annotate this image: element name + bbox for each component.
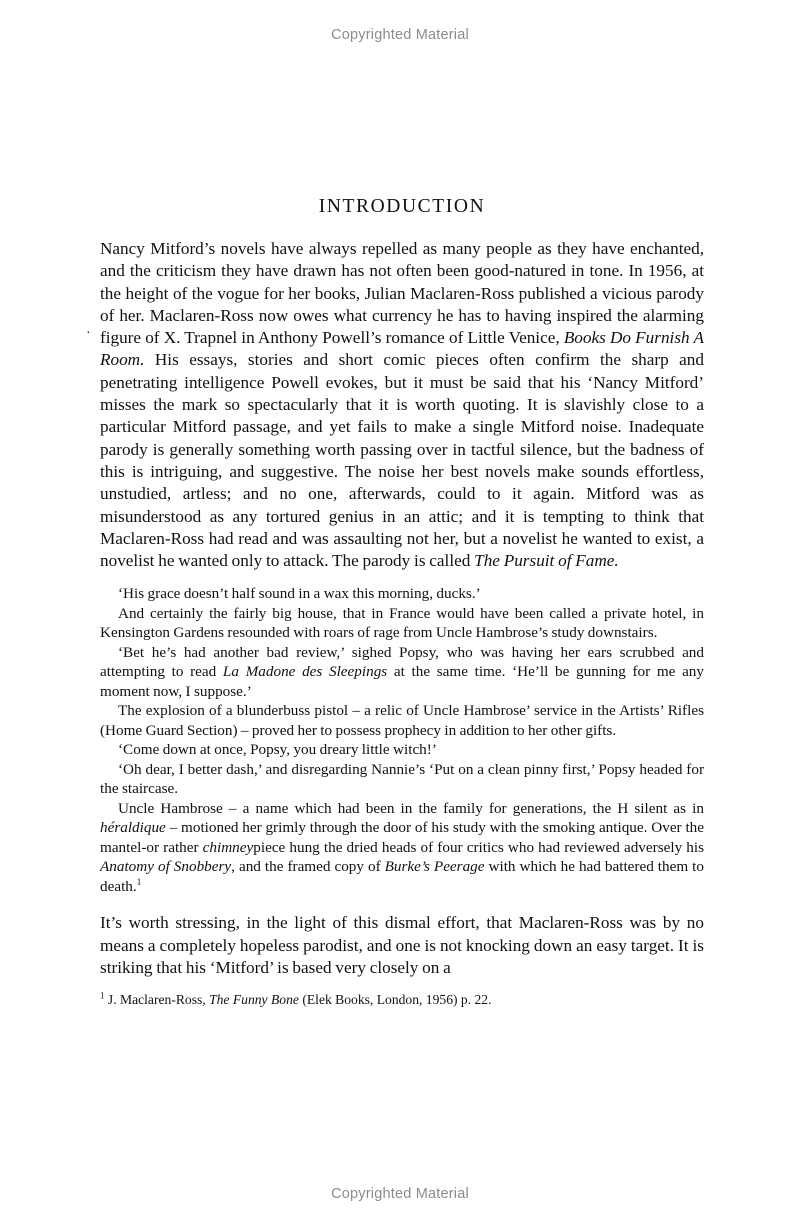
quote-7-c: piece hung the dried heads of four critics who had reviewed adversely his: [253, 838, 704, 856]
footnote-number: 1: [100, 990, 105, 1001]
footnote-text-b: (Elek Books, London, 1956) p. 22.: [298, 992, 492, 1008]
quote-line-1: ‘His grace doesn’t half sound in a wax this morning, ducks.’: [118, 585, 481, 603]
footnote-ref: 1: [136, 876, 142, 887]
page-content: [86, 196, 704, 1009]
quote-line-3: [100, 643, 704, 702]
margin-mark: ·: [86, 326, 91, 341]
book-title-pursuit-of-fame: The Pursuit of Fame.: [474, 551, 619, 571]
quote-line-2: And certainly the fairly big house, that in France would have been called a private hotel, in Kensington Gardens resounded with roars of rage from Uncle Hambrose’s study downstairs.: [100, 604, 704, 642]
quote-3-b: at the same time. ‘He’ll be gunning for me any moment now, I suppose.’: [100, 663, 704, 700]
watermark-bottom: Copyrighted Material: [331, 1186, 469, 1202]
quote-line-5: ‘Come down at once, Popsy, you dreary little witch!’: [118, 741, 437, 759]
footnote-title: The Funny Bone: [209, 992, 299, 1008]
quote-line-6: ‘Oh dear, I better dash,’ and disregarding Nannie’s ‘Put on a clean pinny first,’ Popsy headed for the staircase.: [100, 760, 704, 798]
book-title-books-do-furnish: Books Do Furnish A Room.: [100, 328, 704, 370]
quote-7-e: with which he had battered them to death.: [100, 858, 704, 895]
quote-line-7: [100, 799, 704, 897]
chapter-heading: INTRODUCTION: [318, 196, 486, 217]
watermark-top: Copyrighted Material: [331, 27, 469, 43]
footnote-text-a: J. Maclaren-Ross,: [104, 992, 210, 1008]
quote-7-title-1: héraldique: [100, 819, 166, 837]
intro-text-1: Nancy Mitford’s novels have always repelled as many people as they have enchanted, and the criticism they have drawn has not often been good-natured in tone. In 1956, at the height of the vogue for her books, Julian Maclaren-Ross published a vicious parody of her. Maclaren-Ross now owes what currency he has to having inspired the alarming figure of X. Trapnel in Anthony Powell’s romance of Little Venice,: [100, 239, 704, 348]
quote-line-4: The explosion of a blunderbuss pistol – a relic of Uncle Hambrose’ service in the Artists’ Rifles (Home Guard Section) – proved her to possess prophecy in addition to her other gifts.: [100, 702, 704, 739]
quote-7-d: , and the framed copy of: [231, 858, 385, 876]
quote-7-a: Uncle Hambrose – a name which had been in the family for generations, the H silent as in: [118, 799, 704, 817]
intro-text-2: His essays, stories and short comic pieces often confirm the sharp and penetrating intelligence Powell evokes, but it must be said that his ‘Nancy Mitford’ misses the mark so spectacularly that it is worth quoting. It is slavishly close to a particular Mitford passage, and yet fails to make a single Mitford noise. Inadequate parody is generally something worth passing over in tactful silence, but the badness of this is intriguing, and suggestive. The noise her best novels make sounds effortless, unstudied, artless; and no one, afterwards, could to it again. Mitford was as misunderstood as any tortured genius in an attic; and it is tempting to think that Maclaren-Ross had read and was assaulting not her, but a novelist he wanted to exist, a novelist he wanted only to attack. The parody is called: [100, 350, 704, 571]
quote-7-title-2: chimney: [202, 838, 254, 856]
quote-7-b: – motioned her grimly through the door of his study with the smoking antique. Over the mantel-or rather: [100, 819, 704, 856]
quote-7-title-3: Anatomy of Snobbery: [100, 858, 232, 876]
quote-3-title: La Madone des Sleepings: [222, 663, 388, 681]
parody-quote: [100, 584, 704, 896]
intro-paragraph: [86, 238, 704, 572]
quote-3-a: ‘Bet he’s had another bad review,’ sighed Popsy, who was having her ears scrubbed and attempting to read: [100, 643, 704, 681]
quote-7-title-4: Burke’s Peerage: [384, 858, 485, 876]
following-paragraph: It’s worth stressing, in the light of this dismal effort, that Maclaren-Ross was by no means a completely hopeless parodist, and one is not knocking down an easy target. It is striking that his ‘Mitford’ is based very closely on a: [100, 913, 704, 978]
footnote: [100, 991, 704, 1009]
